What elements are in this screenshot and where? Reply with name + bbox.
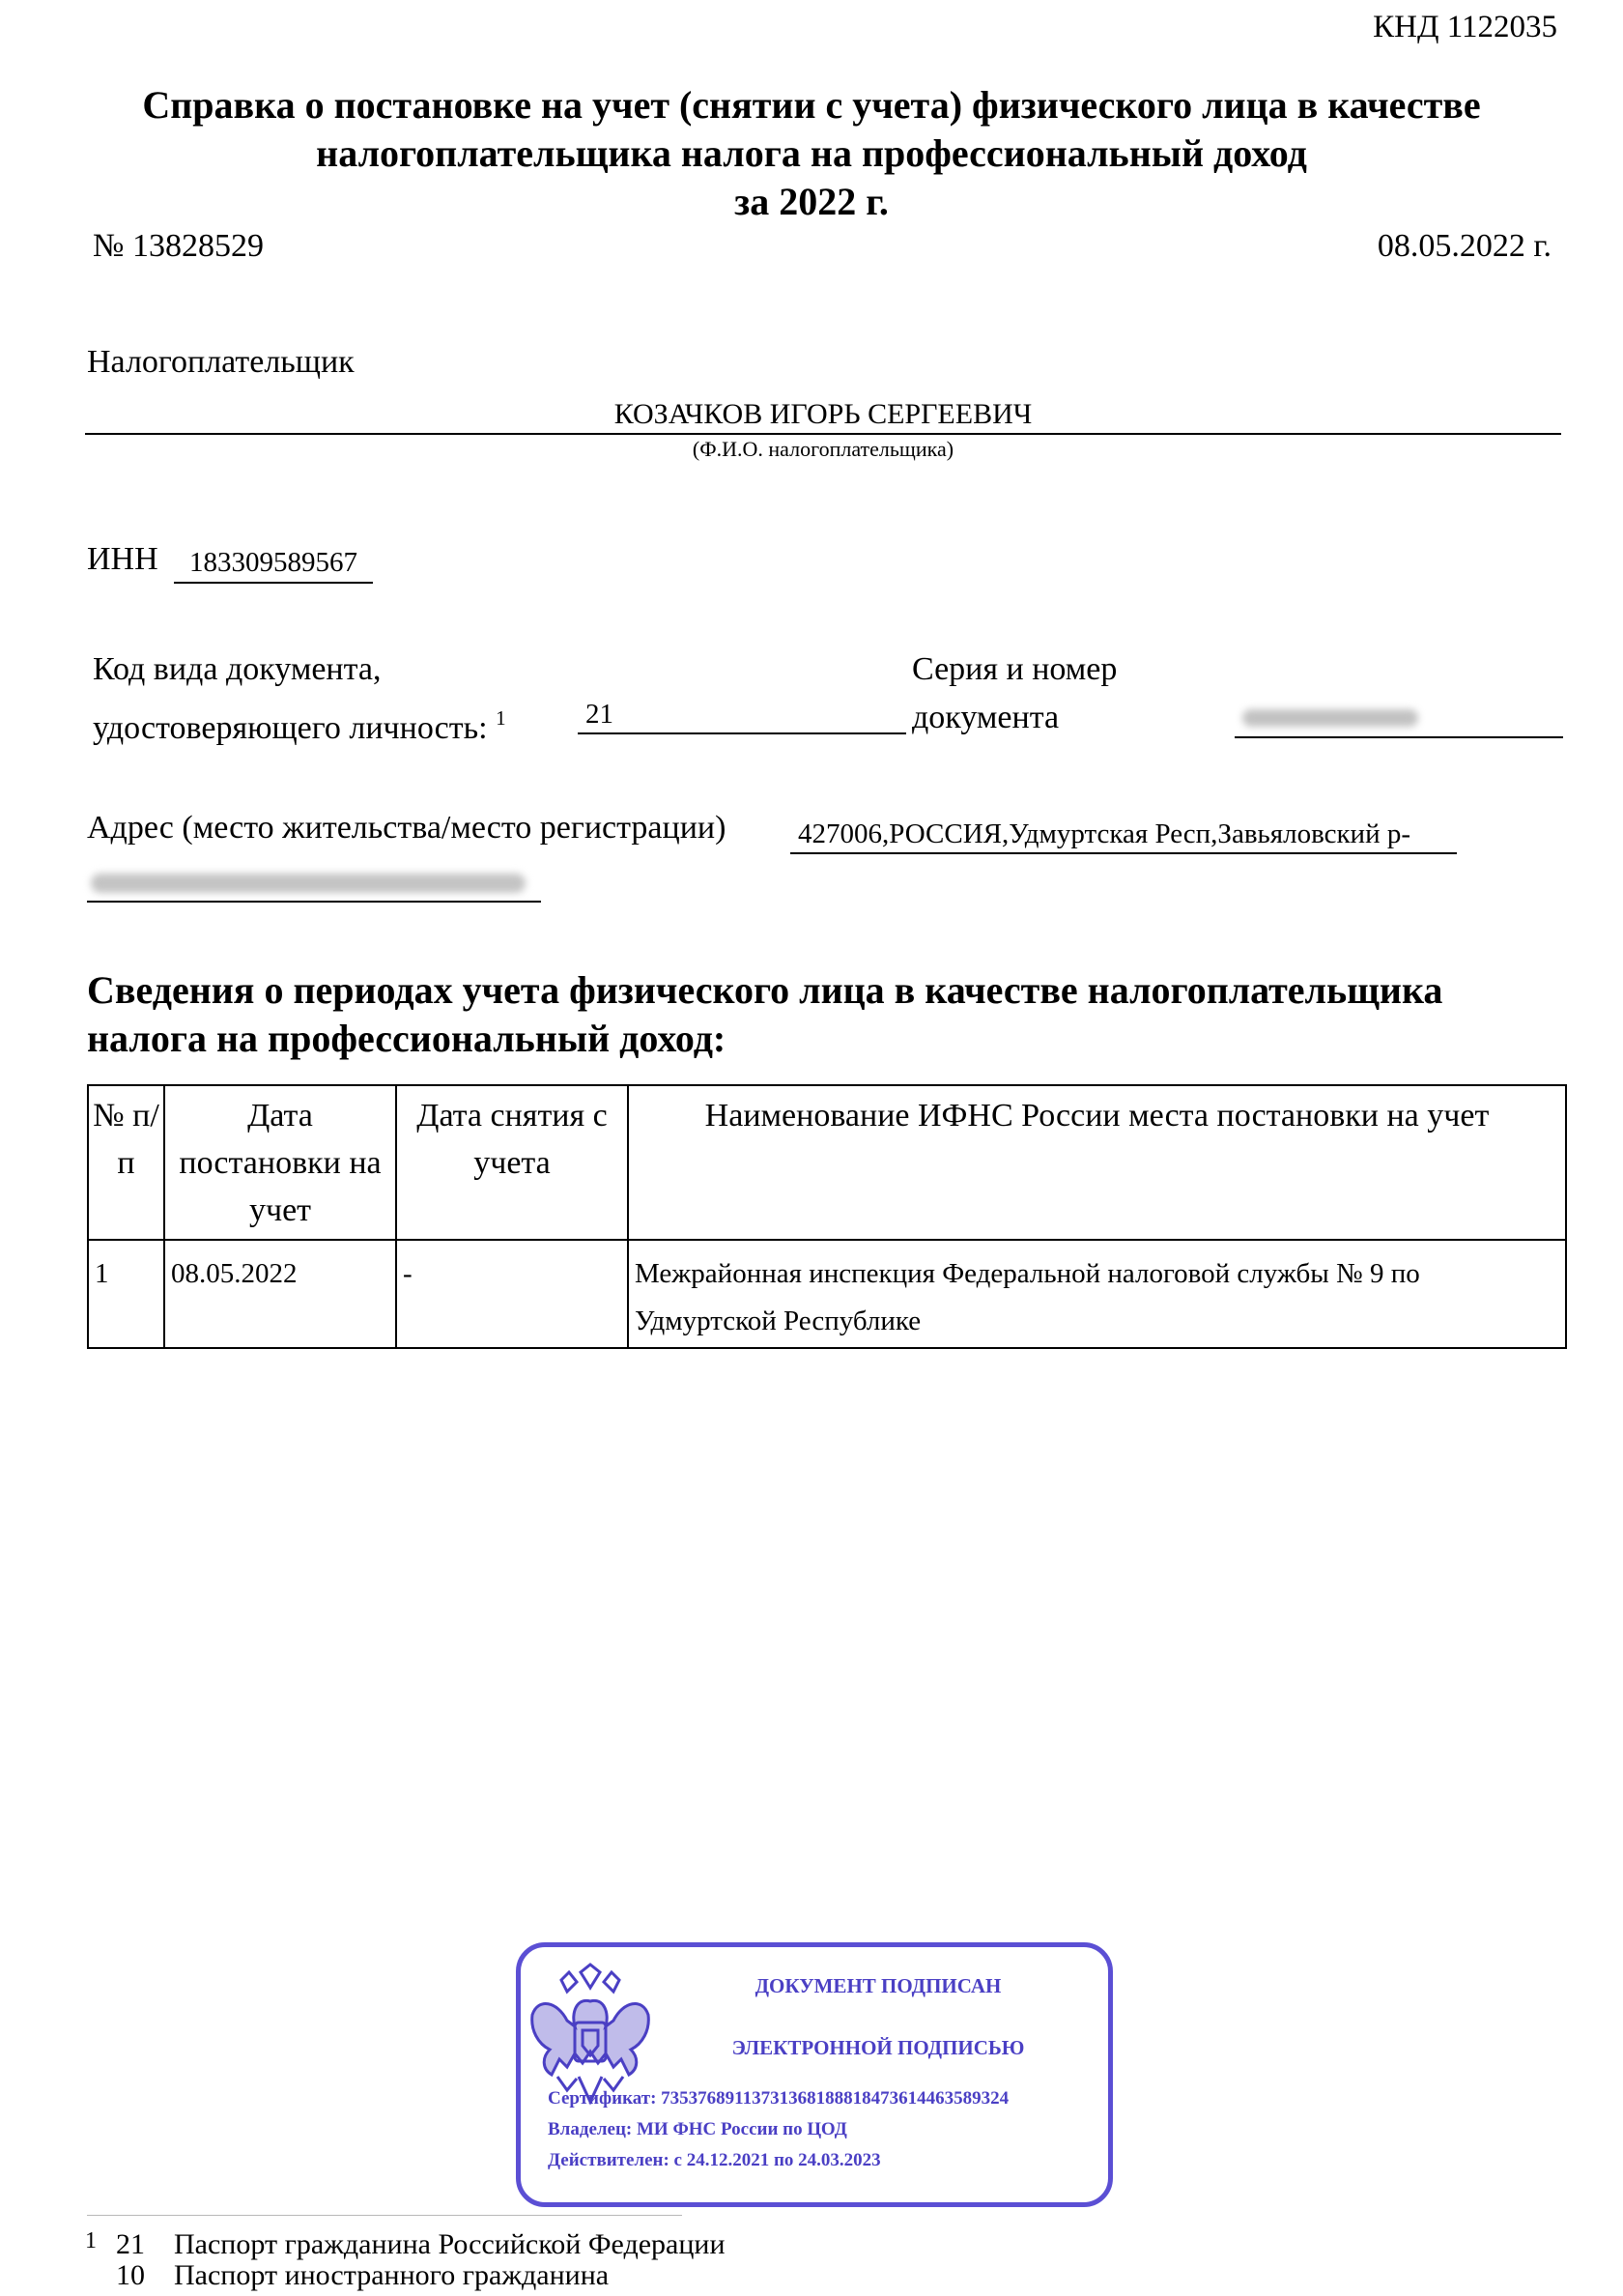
title-line-3: за 2022 г. bbox=[734, 180, 889, 223]
header-number: № п/п bbox=[88, 1085, 164, 1240]
inn-label: ИНН bbox=[87, 541, 158, 577]
taxpayer-label: Налогоплательщик bbox=[87, 344, 355, 380]
title-line-1: Справка о постановке на учет (снятии с учета) физического лица в качестве bbox=[142, 83, 1481, 127]
redacted-address-blur bbox=[91, 874, 526, 893]
inn-value: 183309589567 bbox=[174, 543, 373, 584]
id-document-code-label-line-2 bbox=[93, 694, 506, 753]
id-document-code-value: 21 bbox=[578, 694, 906, 734]
address-value-continued bbox=[87, 862, 541, 903]
footnote-item-text: Паспорт гражданина Российской Федерации bbox=[174, 2228, 726, 2260]
address-label: Адрес (место жительства/место регистрации) bbox=[87, 810, 726, 846]
redacted-series-blur bbox=[1242, 709, 1418, 727]
title-line-2: налогоплательщика налога на профессиональный доход bbox=[316, 131, 1307, 175]
id-document-code-label-line-1: Код вида документа, bbox=[93, 651, 382, 687]
footnote-item bbox=[116, 2259, 609, 2292]
knd-code: КНД 1122035 bbox=[1373, 10, 1557, 44]
registration-periods-table bbox=[87, 1084, 1567, 1349]
cell-number: 1 bbox=[88, 1240, 164, 1348]
section-title-line-2: налога на профессиональный доход: bbox=[87, 1017, 726, 1060]
taxpayer-name-caption: (Ф.И.О. налогоплательщика) bbox=[692, 437, 954, 461]
double-headed-eagle-icon bbox=[528, 1963, 652, 2108]
cell-tax-office: Межрайонная инспекция Федеральной налоговой службы № 9 по Удмуртской Республике bbox=[628, 1240, 1566, 1348]
footnote-mark: 1 bbox=[496, 706, 506, 730]
id-document-code-label-text: удостоверяющего личность: bbox=[93, 710, 488, 746]
document-title bbox=[58, 81, 1565, 226]
id-document-series-label-line-1: Серия и номер bbox=[912, 651, 1118, 687]
stamp-heading-line-1: ДОКУМЕНТ ПОДПИСАН bbox=[755, 1974, 1002, 1997]
stamp-certificate: Сертификат: 7353768911373136818881847361446358932​4 bbox=[548, 2088, 1010, 2109]
id-document-series-value bbox=[1235, 698, 1563, 738]
id-document-series-label-line-2: документа bbox=[912, 700, 1060, 735]
header-registration-date: Дата постановки на учет bbox=[164, 1085, 396, 1240]
cell-registration-date: 08.05.2022 bbox=[164, 1240, 396, 1348]
table-header-row bbox=[88, 1085, 1566, 1240]
table-row bbox=[88, 1240, 1566, 1348]
stamp-heading-line-2: ЭЛЕКТРОННОЙ ПОДПИСЬЮ bbox=[731, 2036, 1025, 2059]
footnote-number: 1 bbox=[85, 2228, 97, 2253]
periods-section-title bbox=[87, 966, 1575, 1063]
footnote-divider bbox=[87, 2215, 682, 2216]
electronic-signature-stamp bbox=[516, 1942, 1113, 2207]
footnote-item-text: Паспорт иностранного гражданина bbox=[174, 2259, 610, 2291]
stamp-validity: Действителен: с 24.12.2021 по 24.03.2023 bbox=[548, 2150, 881, 2170]
header-tax-office: Наименование ИФНС России места постановки на учет bbox=[628, 1085, 1566, 1240]
section-title-line-1: Сведения о периодах учета физического лица в качестве налогоплательщика bbox=[87, 968, 1443, 1012]
taxpayer-name: КОЗАЧКОВ ИГОРЬ СЕРГЕЕВИЧ bbox=[85, 396, 1561, 435]
header-deregistration-date: Дата снятия с учета bbox=[396, 1085, 628, 1240]
footnote-item-code: 10 bbox=[116, 2259, 145, 2291]
footnote-item-code: 21 bbox=[116, 2228, 145, 2260]
document-date: 08.05.2022 г. bbox=[1377, 228, 1552, 264]
footnote-item bbox=[116, 2228, 726, 2261]
stamp-owner: Владелец: МИ ФНС России по ЦОД bbox=[548, 2119, 847, 2139]
document-number: № 13828529 bbox=[93, 228, 264, 264]
cell-deregistration-date: - bbox=[396, 1240, 628, 1348]
id-document-code-label bbox=[93, 646, 506, 753]
address-value: 427006,РОССИЯ,Удмуртская Респ,Завьяловский р- bbox=[790, 814, 1457, 854]
id-document-series-label bbox=[912, 646, 1117, 742]
